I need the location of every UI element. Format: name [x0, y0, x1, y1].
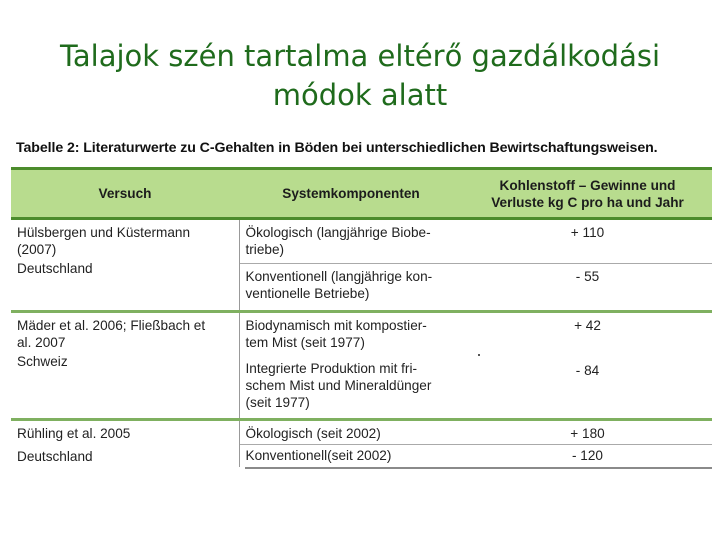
carbon-table [11, 167, 712, 467]
study-year: (2007) [17, 242, 57, 257]
study-cell [11, 219, 239, 312]
system-cell: Konventionell(seit 2002) [239, 445, 463, 467]
study-name: Hülsbergen und Küstermann [17, 225, 191, 240]
system-text-line: (seit 1977) [245, 394, 310, 410]
system-cell: Ökologisch (seit 2002) [239, 420, 463, 445]
study-country: Deutschland [17, 261, 93, 276]
system-text-line: Ökologisch (langjährige Biobe- [245, 225, 431, 240]
page-title [0, 37, 720, 115]
header-system: Systemkomponenten [239, 169, 463, 219]
table-bottom-rule [245, 467, 712, 469]
system-text-line: triebe) [245, 242, 285, 257]
system-text-line: ventionelle Betriebe) [245, 286, 370, 301]
study-country: Schweiz [17, 354, 68, 369]
value-cell: + 110 [570, 225, 605, 240]
header-value-line-1: Kohlenstoff – Gewinne und [499, 177, 676, 193]
value-cell: + 180 [463, 420, 712, 445]
table-row [11, 312, 712, 356]
system-text-line: Biodynamisch mit kompostier- [245, 318, 427, 333]
system-cell [239, 264, 463, 312]
study-cell [11, 420, 239, 468]
system-text-line: schem Mist und Mineraldünger [245, 377, 432, 393]
value-cell: - 84 [575, 362, 600, 378]
system-cell [239, 356, 463, 420]
stray-dot [478, 354, 480, 356]
header-value-line-2: Verluste kg C pro ha und Jahr [491, 194, 684, 210]
system-text-line: Integrierte Produktion mit fri- [245, 360, 417, 376]
table-row [11, 219, 712, 264]
system-text-line: Konventionell (langjährige kon- [245, 269, 433, 284]
title-line-2: módok alatt [272, 78, 448, 113]
title-line-1: Talajok szén tartalma eltérő gazdálkodási [59, 39, 661, 74]
value-cell: - 120 [463, 445, 712, 467]
system-text-line: tem Mist (seit 1977) [245, 335, 365, 350]
header-study: Versuch [11, 169, 239, 219]
table-header-row [11, 169, 712, 219]
study-name: Rühling et al. 2005 [17, 426, 131, 441]
header-value [463, 169, 712, 219]
value-cell: - 55 [463, 264, 712, 312]
table-row [11, 420, 712, 445]
system-cell [239, 312, 463, 356]
study-name: Mäder et al. 2006; Fließbach et [17, 318, 206, 333]
system-cell [239, 219, 463, 264]
value-cell: + 42 [463, 312, 712, 356]
study-cell [11, 312, 239, 420]
study-year: al. 2007 [17, 335, 66, 350]
table-caption: Tabelle 2: Literaturwerte zu C-Gehalten in Böden bei unterschiedlichen Bewirtschaftungsweisen. [16, 140, 658, 156]
study-country: Deutschland [17, 449, 93, 464]
